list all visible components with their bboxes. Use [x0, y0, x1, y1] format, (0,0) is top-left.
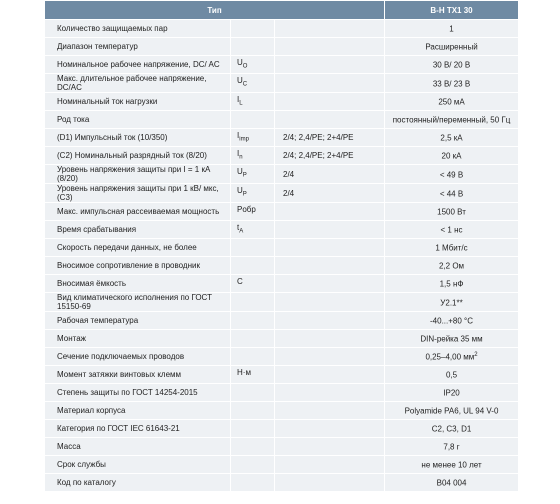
symbol-text: Н·м	[237, 367, 251, 377]
value-text: 1 Мбит/с	[435, 243, 468, 253]
value-text: < 1 нс	[440, 225, 463, 235]
table-row	[45, 147, 519, 165]
symbol-subscript: A	[239, 228, 244, 235]
param-value	[385, 38, 519, 56]
table-row	[45, 74, 519, 93]
param-value	[385, 20, 519, 38]
param-label: Монтаж	[45, 330, 231, 348]
param-connection	[275, 111, 385, 129]
param-symbol	[231, 275, 275, 293]
param-symbol	[231, 184, 275, 203]
param-symbol	[231, 402, 275, 420]
spec-table-container	[44, 0, 518, 492]
param-label: Номинальный ток нагрузки	[45, 93, 231, 111]
param-connection	[275, 293, 385, 312]
param-symbol	[231, 312, 275, 330]
param-connection	[275, 366, 385, 384]
param-label: Масса	[45, 438, 231, 456]
table-row	[45, 330, 519, 348]
symbol-subscript: P	[242, 172, 247, 179]
param-label: Категория по ГОСТ IEC 61643-21	[45, 420, 231, 438]
param-label: Вносимая ёмкость	[45, 275, 231, 293]
param-value	[385, 293, 519, 312]
param-value	[385, 56, 519, 74]
param-value	[385, 111, 519, 129]
param-symbol	[231, 330, 275, 348]
table-row	[45, 438, 519, 456]
value-text: 250 мА	[438, 97, 465, 107]
value-text: 30 В/ 20 В	[432, 60, 471, 70]
param-symbol	[231, 93, 275, 111]
param-label: Сечение подключаемых проводов	[45, 348, 231, 366]
param-label: Уровень напряжения защиты при 1 кВ/ мкс, (C3)	[45, 184, 231, 203]
symbol-subscript: O	[242, 63, 248, 70]
param-symbol	[231, 38, 275, 56]
param-value	[385, 330, 519, 348]
table-row	[45, 366, 519, 384]
param-connection	[275, 402, 385, 420]
param-symbol	[231, 348, 275, 366]
param-connection	[275, 38, 385, 56]
symbol-subscript: imp	[239, 136, 249, 143]
param-connection	[275, 384, 385, 402]
table-row	[45, 184, 519, 203]
param-value	[385, 184, 519, 203]
symbol-text: U	[237, 167, 243, 177]
param-value	[385, 456, 519, 474]
param-label: Материал корпуса	[45, 402, 231, 420]
symbol-text: U	[237, 57, 243, 67]
table-row	[45, 257, 519, 275]
param-connection: 2/4; 2,4/PE; 2+4/PE	[275, 147, 385, 165]
param-label: Макс. длительное рабочее напряжение, DC/AC	[45, 74, 231, 93]
value-text: У2.1**	[440, 298, 463, 308]
param-symbol	[231, 438, 275, 456]
table-header-row	[45, 1, 519, 20]
table-row	[45, 38, 519, 56]
param-label: (D1) Импульсный ток (10/350)	[45, 129, 231, 147]
param-connection	[275, 221, 385, 239]
param-symbol	[231, 239, 275, 257]
param-symbol	[231, 221, 275, 239]
table-body	[45, 20, 519, 492]
param-value	[385, 74, 519, 93]
param-value	[385, 147, 519, 165]
param-label: Диапазон температур	[45, 38, 231, 56]
param-label: Макс. импульсная рассеиваемая мощность	[45, 203, 231, 221]
symbol-text: C	[237, 276, 243, 286]
param-value	[385, 203, 519, 221]
param-connection	[275, 456, 385, 474]
param-symbol	[231, 129, 275, 147]
value-text: IP20	[443, 388, 460, 398]
param-value	[385, 239, 519, 257]
table-row	[45, 93, 519, 111]
table-row	[45, 111, 519, 129]
param-label: Рабочая температура	[45, 312, 231, 330]
value-text: 1500 Вт	[437, 207, 466, 217]
symbol-text: U	[237, 76, 243, 86]
param-connection	[275, 330, 385, 348]
table-row	[45, 402, 519, 420]
symbol-text: I	[237, 130, 240, 140]
value-text: 20 кА	[441, 151, 462, 161]
param-value	[385, 348, 519, 366]
value-text: 1,5 нФ	[439, 279, 464, 289]
value-text: 2,2 Ом	[438, 261, 465, 271]
param-label: Код по каталогу	[45, 474, 231, 492]
param-label: Вносимое сопротивление в проводник	[45, 257, 231, 275]
param-connection: 2/4	[275, 165, 385, 184]
param-value	[385, 165, 519, 184]
param-connection	[275, 203, 385, 221]
value-text: B04 004	[436, 478, 467, 488]
param-label: Момент затяжки винтовых клемм	[45, 366, 231, 384]
table-row	[45, 239, 519, 257]
value-text: 0,25–4,00 мм	[425, 352, 475, 362]
param-symbol	[231, 111, 275, 129]
header-type: Тип	[45, 1, 385, 20]
param-connection: 2/4; 2,4/PE; 2+4/PE	[275, 129, 385, 147]
value-text: 2,5 кА	[440, 133, 463, 143]
param-value	[385, 275, 519, 293]
param-symbol	[231, 384, 275, 402]
param-value	[385, 402, 519, 420]
table-row	[45, 293, 519, 312]
param-value	[385, 474, 519, 492]
table-row	[45, 165, 519, 184]
table-row	[45, 203, 519, 221]
param-connection	[275, 438, 385, 456]
param-value	[385, 384, 519, 402]
param-label: Скорость передачи данных, не более	[45, 239, 231, 257]
value-text: C2, C3, D1	[431, 424, 472, 434]
param-symbol	[231, 420, 275, 438]
param-symbol	[231, 165, 275, 184]
param-symbol	[231, 257, 275, 275]
value-text: 0,5	[445, 370, 458, 380]
value-text: -40...+80 °С	[430, 316, 474, 326]
param-label: Время срабатывания	[45, 221, 231, 239]
table-row	[45, 348, 519, 366]
param-connection	[275, 257, 385, 275]
param-connection	[275, 420, 385, 438]
table-row	[45, 384, 519, 402]
param-label: Степень защиты по ГОСТ 14254-2015	[45, 384, 231, 402]
symbol-text: Pобр	[237, 204, 256, 214]
param-label: Род тока	[45, 111, 231, 129]
symbol-subscript: P	[242, 191, 247, 198]
param-value	[385, 420, 519, 438]
value-text: 1	[449, 24, 454, 34]
value-text: DIN-рейка 35 мм	[420, 334, 483, 344]
value-text: < 44 В	[439, 189, 464, 199]
param-symbol	[231, 366, 275, 384]
header-model: B-H TX1 30	[385, 1, 519, 20]
param-label: Вид климатического исполнения по ГОСТ 15150-69	[45, 293, 231, 312]
param-connection	[275, 74, 385, 93]
param-value	[385, 312, 519, 330]
param-symbol	[231, 74, 275, 93]
param-value	[385, 438, 519, 456]
value-text: < 49 В	[439, 170, 464, 180]
param-connection	[275, 93, 385, 111]
table-row	[45, 221, 519, 239]
table-row	[45, 456, 519, 474]
param-value	[385, 221, 519, 239]
table-row	[45, 312, 519, 330]
symbol-subscript: n	[239, 154, 243, 161]
param-value	[385, 129, 519, 147]
symbol-text: t	[237, 222, 240, 232]
table-row	[45, 20, 519, 38]
param-label: (C2) Номинальный разрядный ток (8/20)	[45, 147, 231, 165]
table-row	[45, 474, 519, 492]
table-row	[45, 56, 519, 74]
param-symbol	[231, 147, 275, 165]
symbol-text: I	[237, 148, 240, 158]
symbol-subscript: C	[242, 81, 248, 88]
value-text: Расширенный	[425, 42, 478, 52]
value-text: не менее 10 лет	[421, 460, 482, 470]
value-text: Polyamide PA6, UL 94 V-0	[404, 406, 499, 416]
param-connection	[275, 312, 385, 330]
param-label: Срок службы	[45, 456, 231, 474]
param-connection: 2/4	[275, 184, 385, 203]
value-text: 33 В/ 23 В	[432, 79, 471, 89]
param-symbol	[231, 203, 275, 221]
param-connection	[275, 348, 385, 366]
symbol-subscript: L	[239, 100, 243, 107]
param-symbol	[231, 293, 275, 312]
table-row	[45, 129, 519, 147]
param-symbol	[231, 20, 275, 38]
param-label: Количество защищаемых пар	[45, 20, 231, 38]
param-connection	[275, 275, 385, 293]
value-text: 7,8 г	[443, 442, 460, 452]
param-value	[385, 257, 519, 275]
table-row	[45, 275, 519, 293]
param-connection	[275, 474, 385, 492]
value-superscript: 2	[474, 352, 478, 359]
param-label: Уровень напряжения защиты при I = 1 кА (8/20)	[45, 165, 231, 184]
table-row	[45, 420, 519, 438]
param-value	[385, 366, 519, 384]
param-connection	[275, 20, 385, 38]
symbol-text: I	[237, 94, 240, 104]
param-connection	[275, 239, 385, 257]
param-connection	[275, 56, 385, 74]
specification-table	[44, 0, 519, 492]
param-symbol	[231, 474, 275, 492]
param-label: Номинальное рабочее напряжение, DC/ AC	[45, 56, 231, 74]
param-symbol	[231, 456, 275, 474]
symbol-text: U	[237, 186, 243, 196]
param-symbol	[231, 56, 275, 74]
param-value	[385, 93, 519, 111]
value-text: постоянный/переменный, 50 Гц	[392, 115, 511, 125]
